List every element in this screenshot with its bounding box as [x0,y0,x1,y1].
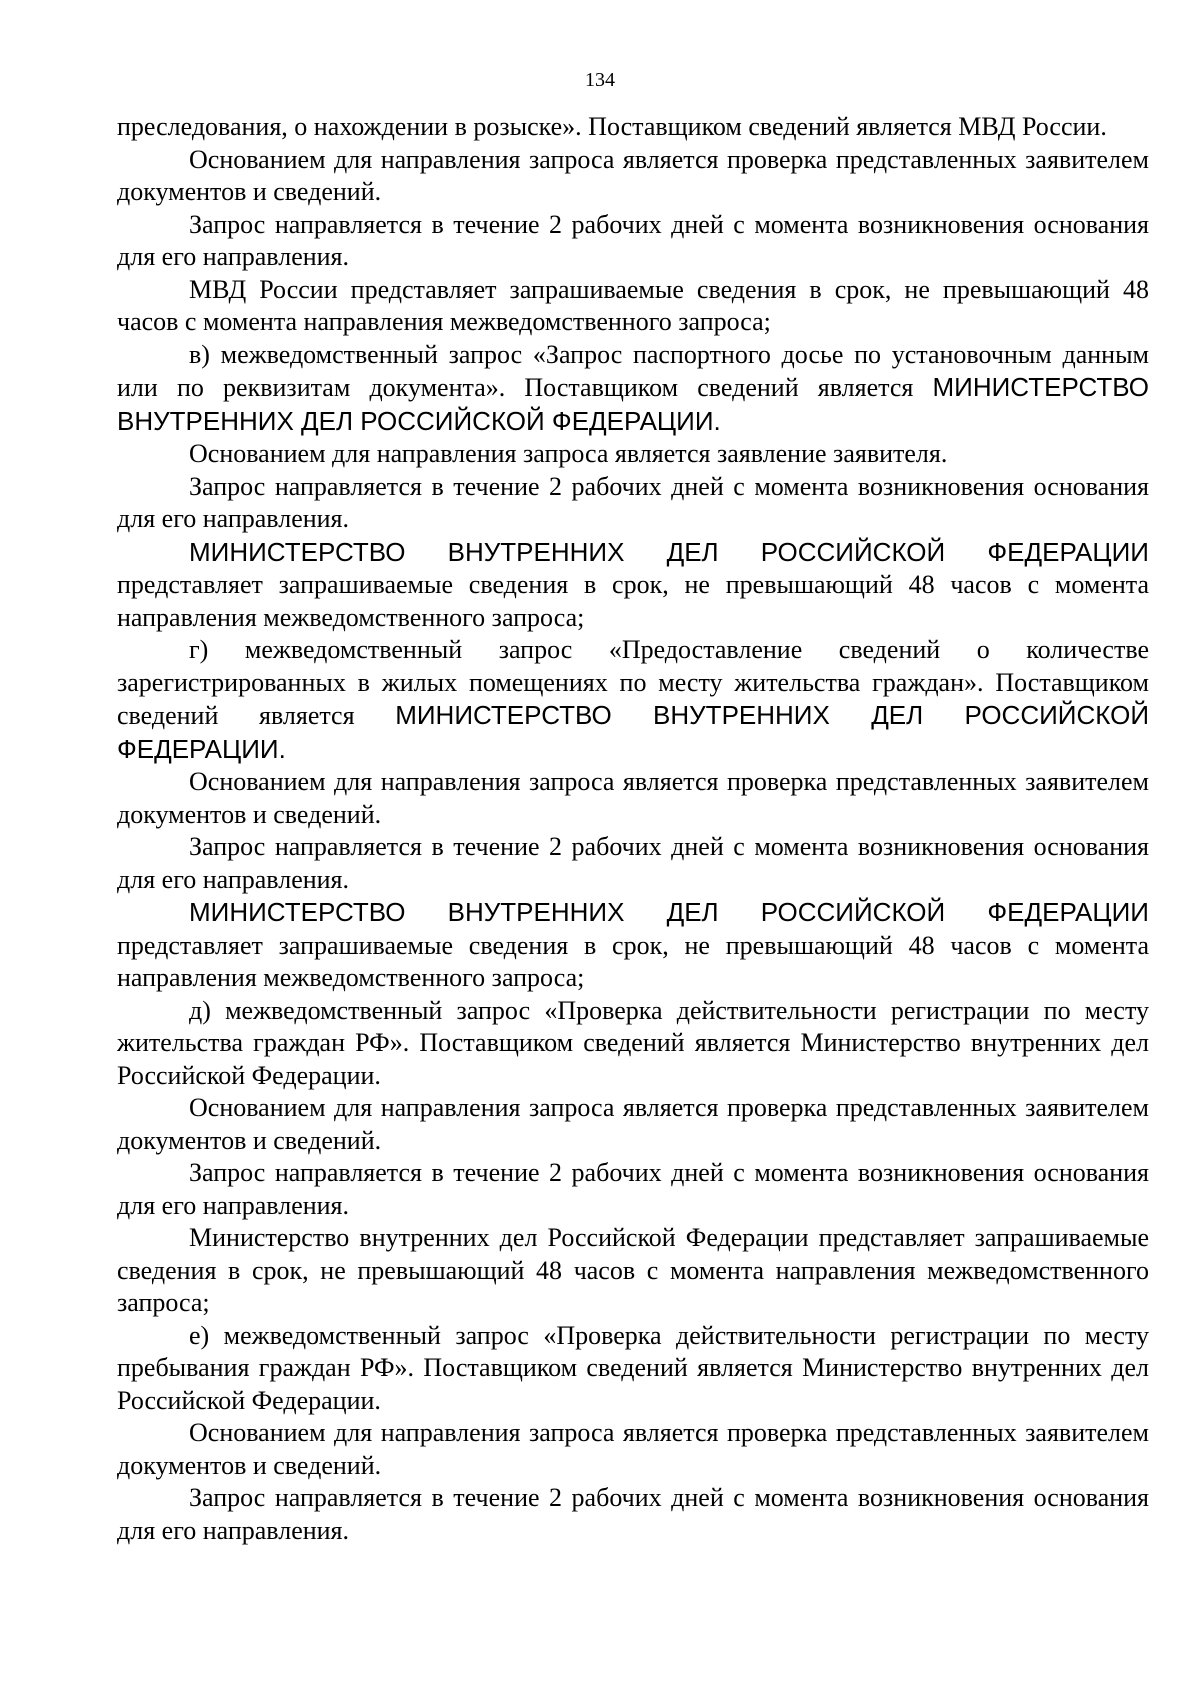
paragraph-text: Основанием для направления запроса является проверка представленных заявителем документов и сведений. [117,1418,1149,1480]
paragraph [117,1417,1149,1482]
paragraph-text: Запрос направляется в течение 2 рабочих дней с момента возникновения основания для его направления. [117,471,1149,533]
paragraph [117,634,1149,766]
paragraph-text: преследования, о нахождении в розыске». Поставщиком сведений является МВД России. [117,112,1107,141]
ministry-name-caps: МИНИСТЕРСТВО ВНУТРЕННИХ ДЕЛ РОССИЙСКОЙ ФЕДЕРАЦИИ. [117,372,1149,436]
paragraph-text: Запрос направляется в течение 2 рабочих дней с момента возникновения основания для его направления. [117,209,1149,271]
paragraph [117,995,1149,1093]
paragraph-text: Министерство внутренних дел Российской Федерации представляет запрашиваемые сведения в срок, не превышающий 48 часов с момента направления межведомственного запроса; [117,1223,1149,1317]
paragraph-text: в) межведомственный запрос «Запрос паспортного досье по установочным данным или по реквизитам документа». Поставщиком сведений является [117,339,1149,402]
paragraph [117,1482,1149,1547]
document-body [117,111,1149,1547]
paragraph [117,471,1149,536]
paragraph [117,144,1149,209]
paragraph [117,1222,1149,1320]
page-number: 134 [585,69,615,91]
ministry-name-caps: МИНИСТЕРСТВО ВНУТРЕННИХ ДЕЛ РОССИЙСКОЙ ФЕДЕРАЦИИ [189,897,1149,927]
paragraph-text: Основанием для направления запроса является заявление заявителя. [189,439,948,468]
paragraph-text: Основанием для направления запроса является проверка представленных заявителем документов и сведений. [117,144,1149,206]
ministry-name-caps: МИНИСТЕРСТВО ВНУТРЕННИХ ДЕЛ РОССИЙСКОЙ ФЕДЕРАЦИИ. [117,700,1150,764]
paragraph [117,766,1149,831]
paragraph [117,209,1149,274]
paragraph [117,1320,1149,1418]
paragraph [117,536,1149,635]
paragraph [117,1157,1149,1222]
paragraph [117,896,1149,995]
paragraph [117,1092,1149,1157]
paragraph-text: Запрос направляется в течение 2 рабочих дней с момента возникновения основания для его направления. [117,1483,1149,1545]
paragraph-text: Запрос направляется в течение 2 рабочих дней с момента возникновения основания для его направления. [117,1158,1149,1220]
paragraph-text: Основанием для направления запроса является проверка представленных заявителем документов и сведений. [117,1093,1149,1155]
ministry-name-caps: МИНИСТЕРСТВО ВНУТРЕННИХ ДЕЛ РОССИЙСКОЙ ФЕДЕРАЦИИ [189,536,1149,567]
paragraph-text: Основанием для направления запроса является проверка представленных заявителем документов и сведений. [117,767,1149,829]
paragraph-text: д) межведомственный запрос «Проверка действительности регистрации по месту жительства граждан РФ». Поставщиком сведений является Министерство внутренних дел Российской Федерации. [117,995,1149,1090]
paragraph-text: представляет запрашиваемые сведения в срок, не превышающий 48 часов с момента направления межведомственного запроса; [117,570,1149,632]
paragraph [117,438,1149,471]
paragraph [117,339,1149,439]
paragraph-text: МВД России представляет запрашиваемые сведения в срок, не превышающий 48 часов с момента направления межведомственного запроса; [117,274,1149,336]
paragraph [117,274,1149,339]
paragraph-text: Запрос направляется в течение 2 рабочих дней с момента возникновения основания для его направления. [117,832,1149,894]
paragraph-text: г) межведомственный запрос «Предоставление сведений о количестве зарегистрированных в жилых помещениях по месту жительства граждан». Поставщиком сведений является [117,635,1149,730]
paragraph-text: представляет запрашиваемые сведения в срок, не превышающий 48 часов с момента направления межведомственного запроса; [117,930,1149,992]
paragraph [117,111,1149,144]
paragraph-text: е) межведомственный запрос «Проверка действительности регистрации по месту пребывания граждан РФ». Поставщиком сведений является Министерство внутренних дел Российской Федерации. [117,1320,1149,1415]
paragraph [117,831,1149,896]
